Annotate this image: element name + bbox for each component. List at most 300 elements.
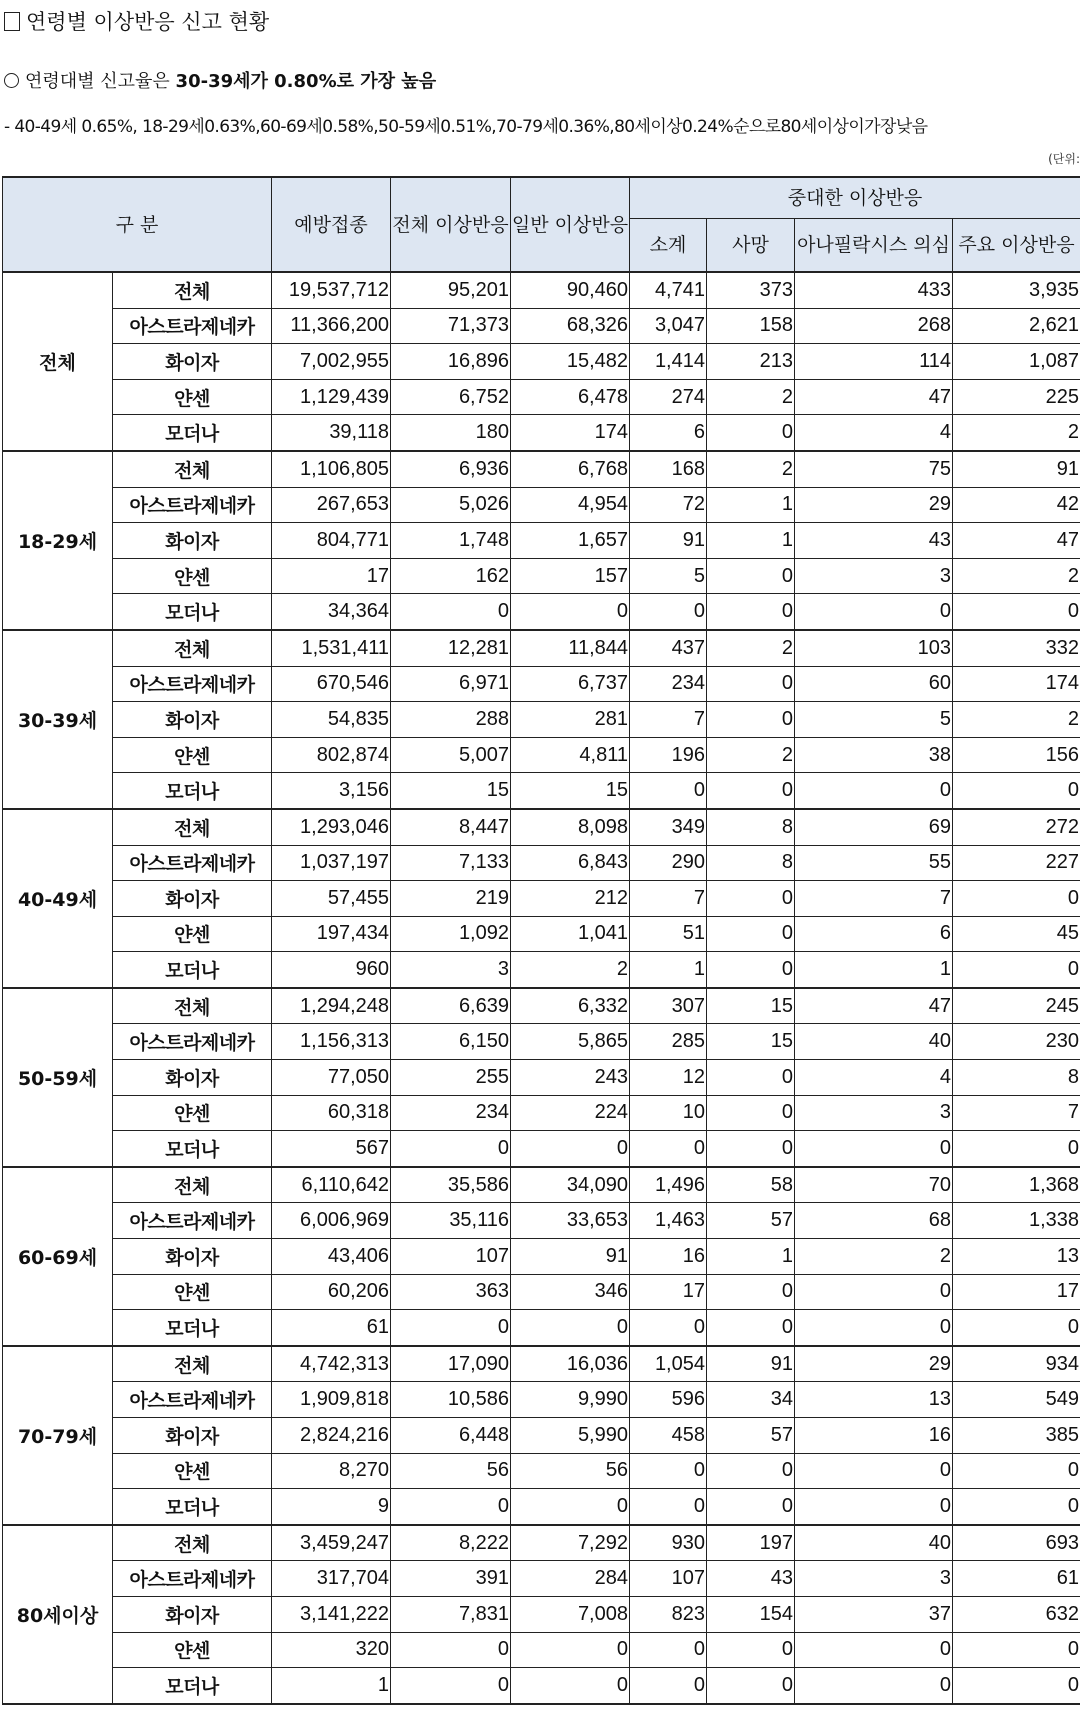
vaccine-label: 전체 bbox=[113, 1525, 272, 1561]
value-cell: 0 bbox=[707, 952, 795, 988]
value-cell: 15 bbox=[707, 988, 795, 1024]
value-cell: 9,990 bbox=[511, 1382, 630, 1418]
value-cell: 7,133 bbox=[391, 845, 511, 881]
value-cell: 16,896 bbox=[391, 344, 511, 380]
value-cell: 47 bbox=[795, 379, 953, 415]
value-cell: 224 bbox=[511, 1095, 630, 1131]
vaccine-label: 모더나 bbox=[113, 1310, 272, 1346]
value-cell: 1 bbox=[707, 1239, 795, 1275]
value-cell: 5,007 bbox=[391, 737, 511, 773]
age-group-label: 70-79세 bbox=[3, 1346, 113, 1525]
value-cell: 6,971 bbox=[391, 666, 511, 702]
value-cell: 95,201 bbox=[391, 272, 511, 308]
value-cell: 346 bbox=[511, 1274, 630, 1310]
table-row bbox=[3, 558, 1080, 594]
value-cell: 6,448 bbox=[391, 1418, 511, 1454]
value-cell: 3 bbox=[795, 1561, 953, 1597]
value-cell: 0 bbox=[630, 1310, 707, 1346]
value-cell: 0 bbox=[795, 773, 953, 809]
value-cell: 29 bbox=[795, 1346, 953, 1382]
vaccine-label: 화이자 bbox=[113, 702, 272, 738]
value-cell: 0 bbox=[391, 1131, 511, 1167]
header-total-reactions: 전체 이상반응 bbox=[391, 177, 511, 272]
value-cell: 804,771 bbox=[272, 523, 391, 559]
value-cell: 6,110,642 bbox=[272, 1167, 391, 1203]
table-body bbox=[3, 272, 1080, 1704]
value-cell: 91 bbox=[630, 523, 707, 559]
value-cell: 71,373 bbox=[391, 308, 511, 344]
vaccine-label: 전체 bbox=[113, 809, 272, 845]
age-group-label: 30-39세 bbox=[3, 630, 113, 809]
value-cell: 1,041 bbox=[511, 916, 630, 952]
value-cell: 4 bbox=[795, 415, 953, 451]
value-cell: 157 bbox=[511, 558, 630, 594]
value-cell: 1,129,439 bbox=[272, 379, 391, 415]
value-cell: 960 bbox=[272, 952, 391, 988]
value-cell: 234 bbox=[391, 1095, 511, 1131]
value-cell: 284 bbox=[511, 1561, 630, 1597]
value-cell: 0 bbox=[391, 1489, 511, 1525]
value-cell: 213 bbox=[707, 344, 795, 380]
header-vaccination: 예방접종 bbox=[272, 177, 391, 272]
value-cell: 39,118 bbox=[272, 415, 391, 451]
value-cell: 349 bbox=[630, 809, 707, 845]
section-heading-text: 연령별 이상반응 신고 현황 bbox=[26, 10, 270, 34]
value-cell: 8,098 bbox=[511, 809, 630, 845]
value-cell: 6 bbox=[795, 916, 953, 952]
age-group-label: 18-29세 bbox=[3, 451, 113, 630]
value-cell: 57 bbox=[707, 1203, 795, 1239]
value-cell: 6 bbox=[630, 415, 707, 451]
vaccine-label: 화이자 bbox=[113, 1418, 272, 1454]
vaccine-label: 아스트라제네카 bbox=[113, 1561, 272, 1597]
value-cell: 1,106,805 bbox=[272, 451, 391, 487]
vaccine-label: 모더나 bbox=[113, 773, 272, 809]
table-row bbox=[3, 809, 1080, 845]
value-cell: 57 bbox=[707, 1418, 795, 1454]
value-cell: 3,141,222 bbox=[272, 1596, 391, 1632]
table-row bbox=[3, 737, 1080, 773]
value-cell: 274 bbox=[630, 379, 707, 415]
value-cell: 16 bbox=[795, 1418, 953, 1454]
table-row bbox=[3, 1095, 1080, 1131]
value-cell: 158 bbox=[707, 308, 795, 344]
value-cell: 72 bbox=[630, 487, 707, 523]
vaccine-label: 얀센 bbox=[113, 1632, 272, 1668]
table-row bbox=[3, 1489, 1080, 1525]
vaccine-label: 얀센 bbox=[113, 379, 272, 415]
value-cell: 61 bbox=[953, 1561, 1080, 1597]
value-cell: 458 bbox=[630, 1418, 707, 1454]
table-row bbox=[3, 1453, 1080, 1489]
value-cell: 0 bbox=[707, 1095, 795, 1131]
value-cell: 1,092 bbox=[391, 916, 511, 952]
summary-emphasis: 30-39세가 0.80%로 가장 높음 bbox=[175, 71, 437, 92]
value-cell: 219 bbox=[391, 881, 511, 917]
value-cell: 60,318 bbox=[272, 1095, 391, 1131]
value-cell: 12,281 bbox=[391, 630, 511, 666]
value-cell: 0 bbox=[391, 1668, 511, 1704]
age-group-label: 80세이상 bbox=[3, 1525, 113, 1704]
value-cell: 4,742,313 bbox=[272, 1346, 391, 1382]
value-cell: 0 bbox=[707, 916, 795, 952]
value-cell: 70 bbox=[795, 1167, 953, 1203]
vaccine-label: 아스트라제네카 bbox=[113, 666, 272, 702]
table-row bbox=[3, 952, 1080, 988]
value-cell: 4 bbox=[795, 1060, 953, 1096]
value-cell: 0 bbox=[511, 1668, 630, 1704]
value-cell: 288 bbox=[391, 702, 511, 738]
vaccine-label: 아스트라제네카 bbox=[113, 1382, 272, 1418]
adverse-reaction-table bbox=[2, 176, 1080, 1705]
age-group-label: 50-59세 bbox=[3, 988, 113, 1167]
vaccine-label: 아스트라제네카 bbox=[113, 1024, 272, 1060]
value-cell: 17 bbox=[953, 1274, 1080, 1310]
value-cell: 17 bbox=[272, 558, 391, 594]
table-row bbox=[3, 594, 1080, 630]
table-row bbox=[3, 1060, 1080, 1096]
table-row bbox=[3, 1632, 1080, 1668]
table-row bbox=[3, 1418, 1080, 1454]
header-category: 구 분 bbox=[3, 177, 272, 272]
value-cell: 0 bbox=[953, 1131, 1080, 1167]
value-cell: 0 bbox=[707, 558, 795, 594]
vaccine-label: 전체 bbox=[113, 1167, 272, 1203]
value-cell: 45 bbox=[953, 916, 1080, 952]
age-group-label: 60-69세 bbox=[3, 1167, 113, 1346]
vaccine-label: 얀센 bbox=[113, 558, 272, 594]
table-row bbox=[3, 881, 1080, 917]
value-cell: 196 bbox=[630, 737, 707, 773]
value-cell: 0 bbox=[511, 1310, 630, 1346]
value-cell: 7 bbox=[953, 1095, 1080, 1131]
value-cell: 180 bbox=[391, 415, 511, 451]
circle-bullet-icon bbox=[4, 73, 19, 88]
table-row bbox=[3, 916, 1080, 952]
value-cell: 107 bbox=[391, 1239, 511, 1275]
value-cell: 6,843 bbox=[511, 845, 630, 881]
header-major-reactions: 주요 이상반응 bbox=[953, 219, 1080, 273]
value-cell: 0 bbox=[953, 1668, 1080, 1704]
value-cell: 549 bbox=[953, 1382, 1080, 1418]
value-cell: 1,414 bbox=[630, 344, 707, 380]
value-cell: 16 bbox=[630, 1239, 707, 1275]
vaccine-label: 모더나 bbox=[113, 952, 272, 988]
value-cell: 0 bbox=[707, 1489, 795, 1525]
vaccine-label: 얀센 bbox=[113, 916, 272, 952]
value-cell: 2 bbox=[707, 737, 795, 773]
value-cell: 11,366,200 bbox=[272, 308, 391, 344]
table-row bbox=[3, 1346, 1080, 1382]
value-cell: 13 bbox=[795, 1382, 953, 1418]
value-cell: 285 bbox=[630, 1024, 707, 1060]
value-cell: 0 bbox=[707, 1453, 795, 1489]
vaccine-label: 화이자 bbox=[113, 1060, 272, 1096]
vaccine-label: 모더나 bbox=[113, 1489, 272, 1525]
table-header bbox=[3, 177, 1080, 272]
vaccine-label: 전체 bbox=[113, 272, 272, 308]
value-cell: 2 bbox=[953, 558, 1080, 594]
value-cell: 197 bbox=[707, 1525, 795, 1561]
value-cell: 290 bbox=[630, 845, 707, 881]
value-cell: 3,156 bbox=[272, 773, 391, 809]
value-cell: 107 bbox=[630, 1561, 707, 1597]
value-cell: 0 bbox=[795, 1668, 953, 1704]
value-cell: 68 bbox=[795, 1203, 953, 1239]
value-cell: 670,546 bbox=[272, 666, 391, 702]
value-cell: 5,026 bbox=[391, 487, 511, 523]
value-cell: 10,586 bbox=[391, 1382, 511, 1418]
vaccine-label: 전체 bbox=[113, 1346, 272, 1382]
value-cell: 35,116 bbox=[391, 1203, 511, 1239]
value-cell: 0 bbox=[630, 1489, 707, 1525]
value-cell: 6,936 bbox=[391, 451, 511, 487]
table-row bbox=[3, 1382, 1080, 1418]
value-cell: 6,768 bbox=[511, 451, 630, 487]
value-cell: 1 bbox=[272, 1668, 391, 1704]
value-cell: 6,006,969 bbox=[272, 1203, 391, 1239]
table-row bbox=[3, 344, 1080, 380]
value-cell: 802,874 bbox=[272, 737, 391, 773]
value-cell: 320 bbox=[272, 1632, 391, 1668]
value-cell: 154 bbox=[707, 1596, 795, 1632]
table-row bbox=[3, 1525, 1080, 1561]
vaccine-label: 아스트라제네카 bbox=[113, 487, 272, 523]
value-cell: 43 bbox=[795, 523, 953, 559]
value-cell: 7 bbox=[630, 881, 707, 917]
value-cell: 6,639 bbox=[391, 988, 511, 1024]
value-cell: 0 bbox=[630, 1453, 707, 1489]
value-cell: 91 bbox=[511, 1239, 630, 1275]
value-cell: 47 bbox=[953, 523, 1080, 559]
value-cell: 0 bbox=[953, 1489, 1080, 1525]
value-cell: 272 bbox=[953, 809, 1080, 845]
value-cell: 1 bbox=[795, 952, 953, 988]
value-cell: 6,752 bbox=[391, 379, 511, 415]
value-cell: 0 bbox=[953, 594, 1080, 630]
table-row bbox=[3, 1131, 1080, 1167]
value-cell: 2 bbox=[707, 630, 795, 666]
value-cell: 7,002,955 bbox=[272, 344, 391, 380]
value-cell: 51 bbox=[630, 916, 707, 952]
value-cell: 0 bbox=[707, 1131, 795, 1167]
value-cell: 212 bbox=[511, 881, 630, 917]
value-cell: 332 bbox=[953, 630, 1080, 666]
vaccine-label: 얀센 bbox=[113, 737, 272, 773]
value-cell: 0 bbox=[707, 594, 795, 630]
value-cell: 245 bbox=[953, 988, 1080, 1024]
value-cell: 0 bbox=[953, 1310, 1080, 1346]
value-cell: 2 bbox=[511, 952, 630, 988]
value-cell: 57,455 bbox=[272, 881, 391, 917]
value-cell: 56 bbox=[511, 1453, 630, 1489]
value-cell: 54,835 bbox=[272, 702, 391, 738]
summary-prefix: 연령대별 신고율은 bbox=[25, 71, 176, 92]
age-group-label: 40-49세 bbox=[3, 809, 113, 988]
value-cell: 174 bbox=[953, 666, 1080, 702]
value-cell: 3 bbox=[795, 558, 953, 594]
value-cell: 5,990 bbox=[511, 1418, 630, 1454]
value-cell: 0 bbox=[707, 1274, 795, 1310]
value-cell: 281 bbox=[511, 702, 630, 738]
value-cell: 61 bbox=[272, 1310, 391, 1346]
value-cell: 317,704 bbox=[272, 1561, 391, 1597]
value-cell: 0 bbox=[511, 594, 630, 630]
value-cell: 2 bbox=[953, 415, 1080, 451]
value-cell: 0 bbox=[707, 702, 795, 738]
value-cell: 42 bbox=[953, 487, 1080, 523]
vaccine-label: 얀센 bbox=[113, 1453, 272, 1489]
value-cell: 596 bbox=[630, 1382, 707, 1418]
value-cell: 437 bbox=[630, 630, 707, 666]
value-cell: 1 bbox=[707, 523, 795, 559]
value-cell: 29 bbox=[795, 487, 953, 523]
value-cell: 0 bbox=[795, 1489, 953, 1525]
value-cell: 0 bbox=[953, 952, 1080, 988]
value-cell: 0 bbox=[707, 773, 795, 809]
value-cell: 7,831 bbox=[391, 1596, 511, 1632]
value-cell: 12 bbox=[630, 1060, 707, 1096]
table-row bbox=[3, 415, 1080, 451]
value-cell: 15 bbox=[511, 773, 630, 809]
value-cell: 0 bbox=[391, 1632, 511, 1668]
value-cell: 0 bbox=[953, 1453, 1080, 1489]
value-cell: 6,737 bbox=[511, 666, 630, 702]
table-row bbox=[3, 1167, 1080, 1203]
value-cell: 0 bbox=[953, 881, 1080, 917]
section-heading bbox=[4, 6, 269, 36]
header-general-reactions: 일반 이상반응 bbox=[511, 177, 630, 272]
header-serious-reactions: 중대한 이상반응 bbox=[630, 177, 1080, 219]
value-cell: 7 bbox=[795, 881, 953, 917]
value-cell: 19,537,712 bbox=[272, 272, 391, 308]
value-cell: 8,447 bbox=[391, 809, 511, 845]
value-cell: 40 bbox=[795, 1525, 953, 1561]
value-cell: 0 bbox=[391, 594, 511, 630]
value-cell: 0 bbox=[795, 1453, 953, 1489]
value-cell: 373 bbox=[707, 272, 795, 308]
value-cell: 60 bbox=[795, 666, 953, 702]
value-cell: 43 bbox=[707, 1561, 795, 1597]
value-cell: 3,459,247 bbox=[272, 1525, 391, 1561]
value-cell: 0 bbox=[511, 1131, 630, 1167]
table-row bbox=[3, 630, 1080, 666]
value-cell: 2 bbox=[795, 1239, 953, 1275]
value-cell: 1,087 bbox=[953, 344, 1080, 380]
value-cell: 255 bbox=[391, 1060, 511, 1096]
checkbox-square-icon bbox=[4, 12, 20, 31]
value-cell: 16,036 bbox=[511, 1346, 630, 1382]
value-cell: 2,621 bbox=[953, 308, 1080, 344]
value-cell: 1,496 bbox=[630, 1167, 707, 1203]
value-cell: 1,748 bbox=[391, 523, 511, 559]
table-row bbox=[3, 1668, 1080, 1704]
value-cell: 0 bbox=[707, 415, 795, 451]
table-row bbox=[3, 988, 1080, 1024]
value-cell: 8,270 bbox=[272, 1453, 391, 1489]
value-cell: 1,037,197 bbox=[272, 845, 391, 881]
value-cell: 307 bbox=[630, 988, 707, 1024]
value-cell: 6,332 bbox=[511, 988, 630, 1024]
value-cell: 1,338 bbox=[953, 1203, 1080, 1239]
value-cell: 3 bbox=[795, 1095, 953, 1131]
value-cell: 10 bbox=[630, 1095, 707, 1131]
table-row bbox=[3, 773, 1080, 809]
vaccine-label: 모더나 bbox=[113, 1131, 272, 1167]
value-cell: 13 bbox=[953, 1239, 1080, 1275]
table-row bbox=[3, 1561, 1080, 1597]
vaccine-label: 화이자 bbox=[113, 523, 272, 559]
age-group-label: 전체 bbox=[3, 272, 113, 451]
value-cell: 8,222 bbox=[391, 1525, 511, 1561]
vaccine-label: 아스트라제네카 bbox=[113, 1203, 272, 1239]
value-cell: 77,050 bbox=[272, 1060, 391, 1096]
value-cell: 15 bbox=[391, 773, 511, 809]
unit-note: (단위: bbox=[1048, 152, 1080, 166]
value-cell: 91 bbox=[707, 1346, 795, 1382]
table-row bbox=[3, 1239, 1080, 1275]
value-cell: 267,653 bbox=[272, 487, 391, 523]
value-cell: 5 bbox=[795, 702, 953, 738]
vaccine-label: 화이자 bbox=[113, 881, 272, 917]
header-subtotal: 소계 bbox=[630, 219, 707, 273]
value-cell: 56 bbox=[391, 1453, 511, 1489]
value-cell: 1,531,411 bbox=[272, 630, 391, 666]
value-cell: 0 bbox=[707, 881, 795, 917]
vaccine-label: 전체 bbox=[113, 988, 272, 1024]
table-row bbox=[3, 1274, 1080, 1310]
value-cell: 1,293,046 bbox=[272, 809, 391, 845]
value-cell: 9 bbox=[272, 1489, 391, 1525]
value-cell: 0 bbox=[707, 1310, 795, 1346]
table-row bbox=[3, 1203, 1080, 1239]
value-cell: 1,368 bbox=[953, 1167, 1080, 1203]
table-row bbox=[3, 451, 1080, 487]
value-cell: 433 bbox=[795, 272, 953, 308]
value-cell: 2 bbox=[707, 379, 795, 415]
value-cell: 1,463 bbox=[630, 1203, 707, 1239]
value-cell: 15,482 bbox=[511, 344, 630, 380]
header-death: 사망 bbox=[707, 219, 795, 273]
vaccine-label: 얀센 bbox=[113, 1095, 272, 1131]
value-cell: 268 bbox=[795, 308, 953, 344]
value-cell: 7,008 bbox=[511, 1596, 630, 1632]
value-cell: 227 bbox=[953, 845, 1080, 881]
table-row bbox=[3, 666, 1080, 702]
value-cell: 0 bbox=[391, 1310, 511, 1346]
value-cell: 103 bbox=[795, 630, 953, 666]
table-row bbox=[3, 1024, 1080, 1060]
table-row bbox=[3, 523, 1080, 559]
value-cell: 1 bbox=[630, 952, 707, 988]
value-cell: 90,460 bbox=[511, 272, 630, 308]
value-cell: 0 bbox=[795, 1632, 953, 1668]
value-cell: 0 bbox=[707, 666, 795, 702]
vaccine-label: 모더나 bbox=[113, 1668, 272, 1704]
value-cell: 0 bbox=[795, 1310, 953, 1346]
value-cell: 2,824,216 bbox=[272, 1418, 391, 1454]
value-cell: 391 bbox=[391, 1561, 511, 1597]
value-cell: 1,657 bbox=[511, 523, 630, 559]
value-cell: 6,150 bbox=[391, 1024, 511, 1060]
value-cell: 0 bbox=[630, 1131, 707, 1167]
value-cell: 0 bbox=[707, 1632, 795, 1668]
summary-line bbox=[4, 67, 436, 93]
vaccine-label: 모더나 bbox=[113, 415, 272, 451]
vaccine-label: 화이자 bbox=[113, 1596, 272, 1632]
value-cell: 234 bbox=[630, 666, 707, 702]
value-cell: 60,206 bbox=[272, 1274, 391, 1310]
